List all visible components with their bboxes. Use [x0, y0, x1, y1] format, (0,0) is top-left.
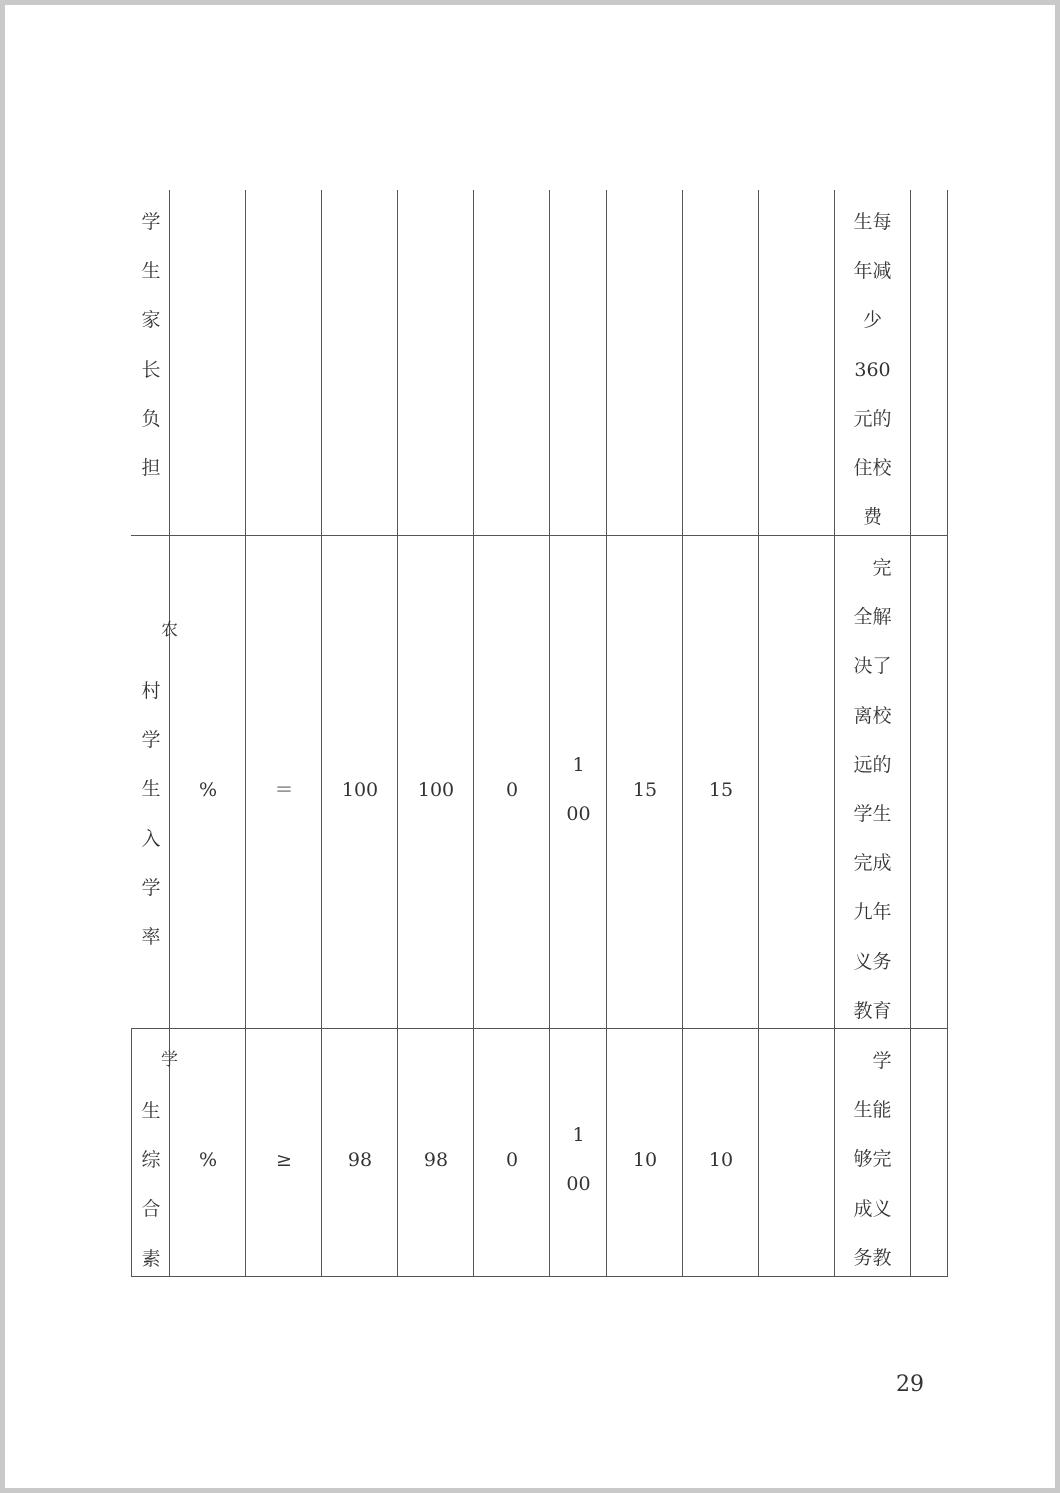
difference-cell: 0 [505, 1149, 519, 1171]
target-value-cell: 98 [347, 1149, 373, 1171]
row-divider [131, 535, 948, 536]
column-divider [682, 190, 683, 1277]
column-divider [397, 190, 398, 1277]
target-value-cell: 100 [341, 779, 379, 801]
indicator-cell: 村 学 生 入 学 率 [141, 680, 161, 949]
column-divider [910, 190, 911, 1277]
table-border-right [947, 190, 948, 1277]
actual-value-cell: 100 [417, 779, 455, 801]
completion-rate-cell: 1 00 [566, 754, 591, 826]
weight-cell: 15 [632, 779, 658, 801]
unit-cell: % [198, 1149, 218, 1171]
indicator-cut-cell: 学 [161, 1050, 178, 1070]
operator-cell: ＝ [274, 779, 294, 801]
column-divider [245, 190, 246, 1277]
difference-cell: 0 [505, 779, 519, 801]
table-border-bottom [131, 1276, 948, 1277]
column-divider [321, 190, 322, 1277]
row-divider [131, 1028, 948, 1029]
note-cell: 完 全解 决了 离校 远的 学生 完成 九年 义务 教育 [853, 557, 892, 1022]
operator-cell: ≥ [276, 1149, 292, 1171]
completion-rate-cell: 1 00 [566, 1124, 591, 1196]
indicator-cut-cell: 农 [161, 620, 178, 640]
score-cell: 15 [708, 779, 734, 801]
note-cell: 生每 年减 少 360 元的 住校 费 [853, 211, 892, 529]
page-number: 29 [896, 1372, 924, 1397]
actual-value-cell: 98 [423, 1149, 449, 1171]
score-cell: 10 [708, 1149, 734, 1171]
indicator-cell: 学 生 家 长 负 担 [141, 211, 161, 480]
weight-cell: 10 [632, 1149, 658, 1171]
column-divider [758, 190, 759, 1277]
unit-cell: % [198, 779, 218, 801]
note-cell: 学 生能 够完 成义 务教 [853, 1050, 892, 1269]
indicator-cell: 生 综 合 素 [141, 1100, 161, 1270]
column-divider [473, 190, 474, 1277]
